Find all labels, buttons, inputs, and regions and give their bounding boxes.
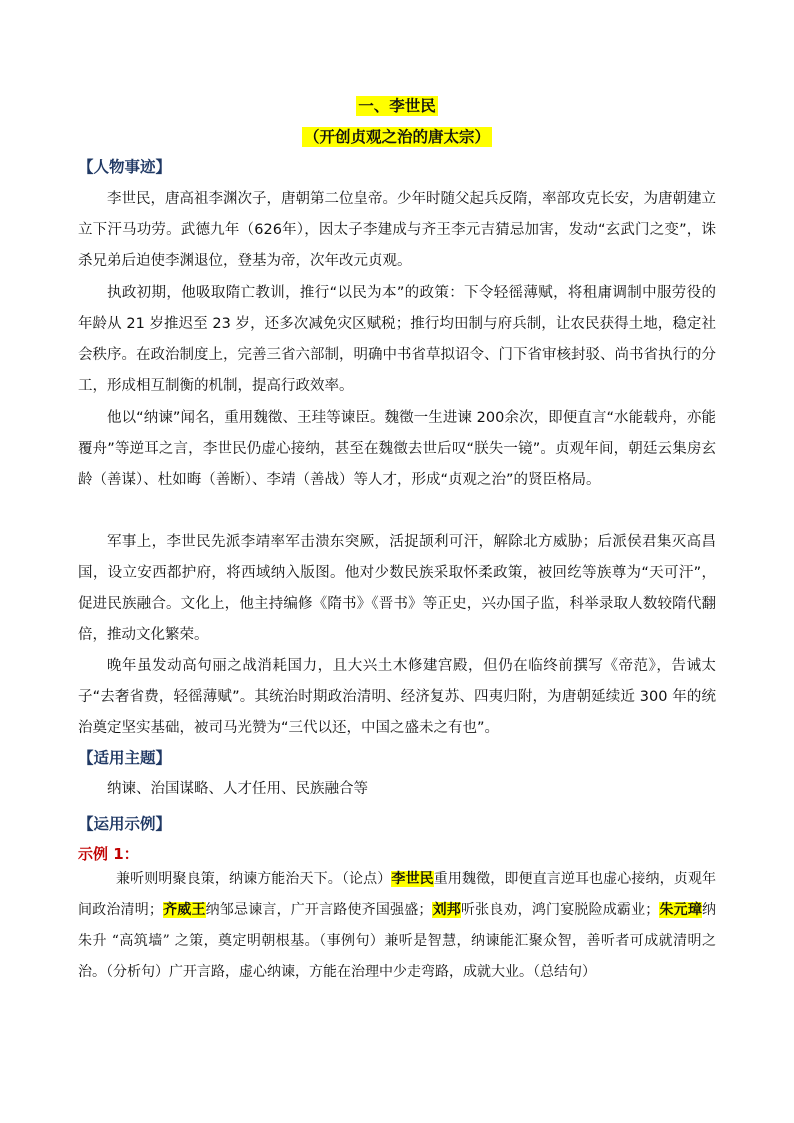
example-text-1: 兼听则明聚良策，纳谏方能治天下。（论点）: [116, 871, 392, 887]
deeds-heading: 【人物事迹】: [78, 158, 172, 176]
example-name-zhu-yuanzhang: 朱元璋: [659, 902, 703, 918]
subtitle-highlight: （开创贞观之治的唐太宗）: [303, 128, 490, 146]
deeds-paragraph-3: 他以“纳谏”闻名，重用魏徵、王珪等谏臣。魏徵一生进谏 200余次，即便直言“水能载舟，亦能覆舟”等逆耳之言，李世民仍虚心接纳，甚至在魏徵去世后叹“朕失一镜”。贞观年间，朝廷云集房玄龄（善谋）、杜如晦（善断）、李靖（善战）等人才，形成“贞观之治”的贤臣格局。: [78, 410, 716, 488]
example-text-4: 听张良劝，鸿门宴脱险成霸业；: [460, 902, 660, 918]
example-name-li-shimin: 李世民: [391, 871, 434, 887]
deeds-paragraph-1: 李世民，唐高祖李渊次子，唐朝第二位皇帝。少年时随父起兵反隋，率部攻克长安，为唐朝建立立下汗马功劳。武德九年（626年），因太子李建成与齐王李元吉猜忌加害，发动“玄武门之变”，诛杀兄弟后迫使李渊退位，登基为帝，次年改元贞观。: [78, 191, 716, 269]
example-text-2: 重用魏徵，即便直言逆耳也虚心接纳，贞观年间政治清明；: [78, 871, 717, 918]
theme-heading: 【适用主题】: [78, 749, 172, 767]
page-title: [0, 94, 794, 116]
title-highlight: 一、李世民: [358, 97, 436, 115]
deeds-paragraph-4: 军事上，李世民先派李靖率军击溃东突厥，活捉颉利可汗，解除北方威胁；后派侯君集灭高昌国，设立安西都护府，将西域纳入版图。他对少数民族采取怀柔政策，被回纥等族尊为“天可汗”，促进民族融合。文化上，他主持编修《隋书》《晋书》等正史，兴办国子监，科举录取人数较隋代翻倍，推动文化繁荣。: [78, 534, 716, 643]
deeds-paragraph-5: 晚年虽发动高句丽之战消耗国力，且大兴土木修建宫殿，但仍在临终前撰写《帝范》，告诫太子“去奢省费，轻徭薄赋”。其统治时期政治清明、经济复苏、四夷归附，为唐朝延续近 300 年的统治奠定坚实基础，被司马光赞为“三代以还，中国之盛未之有也”。: [78, 658, 716, 736]
example-name-liu-bang: 刘邦: [432, 902, 461, 918]
example-text-5: 纳朱升 “高筑墙” 之策，奠定明朝根基。（事例句）兼听是智慧，纳谏能汇聚众智，善听者可成就清明之治。（分析句）广开言路，虚心纳谏，方能在治理中少走弯路，成就大业。（总结句）: [78, 902, 717, 980]
example-paragraph: [78, 864, 716, 988]
example-text-3: 纳邹忌谏言，广开言路使齐国强盛；: [205, 902, 433, 918]
usage-heading: 【运用示例】: [78, 815, 172, 833]
example-label: 示例 1：: [78, 845, 139, 863]
page-subtitle: [0, 125, 794, 147]
deeds-paragraph-2: 执政初期，他吸取隋亡教训，推行“以民为本”的政策：下令轻徭薄赋，将租庸调制中服劳役的年龄从 21 岁推迟至 23 岁，还多次减免灾区赋税；推行均田制与府兵制，让农民获得土地，稳定社会秩序。在政治制度上，完善三省六部制，明确中书省草拟诏令、门下省审核封驳、尚书省执行的分工，形成相互制衡的机制，提高行政效率。: [78, 285, 716, 394]
theme-text: 纳谏、治国谋略、人才任用、民族融合等: [107, 781, 368, 797]
example-name-qi-weiwang: 齐威王: [162, 902, 206, 918]
